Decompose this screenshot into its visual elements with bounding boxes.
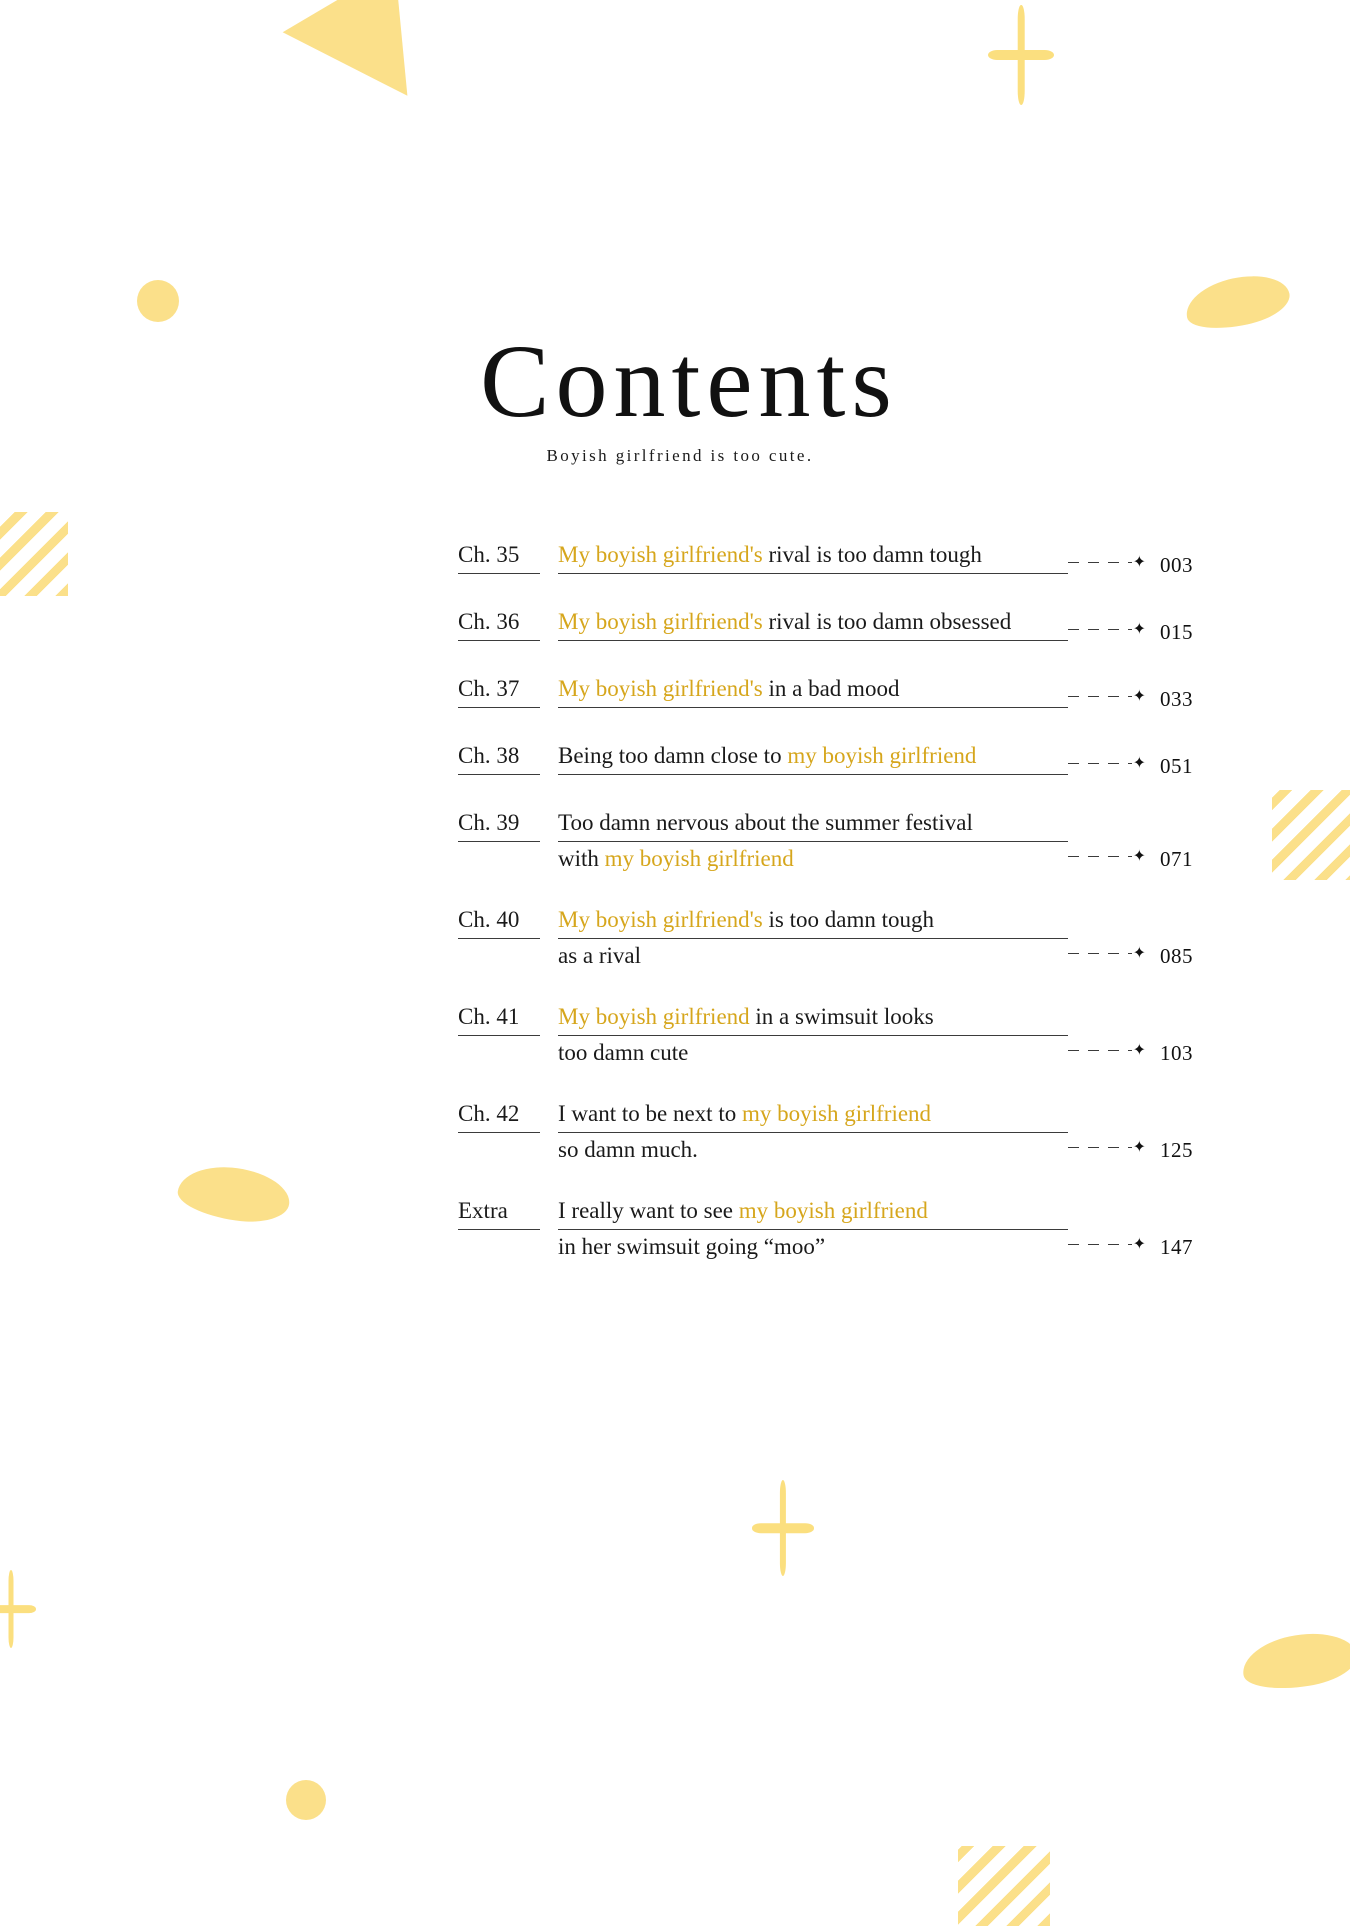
toc-page-number: 147 xyxy=(1160,1235,1193,1259)
toc-title-line-2 xyxy=(558,1232,1068,1262)
toc-text-plain-a2: so damn much. xyxy=(558,1137,698,1162)
toc-page-number: 125 xyxy=(1160,1138,1193,1162)
toc-page-number: 033 xyxy=(1160,687,1193,711)
toc-page-number: 071 xyxy=(1160,847,1193,871)
toc-title-line-1 xyxy=(558,1002,1068,1036)
toc-page-number: 015 xyxy=(1160,620,1193,644)
table-of-contents xyxy=(458,540,1218,1262)
diamond-icon: ✦ xyxy=(1132,1236,1146,1253)
toc-title-line-2 xyxy=(558,941,1068,971)
toc-leader xyxy=(1068,848,1160,870)
toc-chapter-label: Ch. 38 xyxy=(458,741,540,775)
toc-text-plain-b: in a swimsuit looks xyxy=(749,1004,934,1029)
leader-dashes xyxy=(1068,629,1132,630)
toc-text-highlight-2: my boyish girlfriend xyxy=(604,846,794,871)
leader-dashes xyxy=(1068,856,1132,857)
toc-title-wrap xyxy=(540,674,1068,708)
toc-chapter-label: Ch. 35 xyxy=(458,540,540,574)
leader-dashes xyxy=(1068,953,1132,954)
diamond-icon: ✦ xyxy=(1132,945,1146,962)
toc-page-number: 085 xyxy=(1160,944,1193,968)
toc-title-wrap xyxy=(540,607,1068,641)
toc-chapter-label: Ch. 41 xyxy=(458,1002,540,1036)
toc-entry[interactable] xyxy=(458,607,1218,643)
toc-title-line-2 xyxy=(558,844,1068,874)
toc-chapter-label: Ch. 42 xyxy=(458,1099,540,1133)
diamond-icon: ✦ xyxy=(1132,1139,1146,1156)
toc-entry[interactable] xyxy=(458,1099,1218,1165)
toc-text-plain-a: Being too damn close to xyxy=(558,743,788,768)
toc-title-wrap xyxy=(540,905,1068,971)
toc-text-plain-b: is too damn tough xyxy=(762,907,934,932)
diamond-icon: ✦ xyxy=(1132,688,1146,705)
toc-text-highlight: my boyish girlfriend xyxy=(738,1198,928,1223)
toc-entry[interactable] xyxy=(458,1002,1218,1068)
page-subtitle: Boyish girlfriend is too cute. xyxy=(546,446,814,465)
toc-entry[interactable] xyxy=(458,674,1218,710)
toc-chapter-label: Ch. 40 xyxy=(458,905,540,939)
toc-page-number: 103 xyxy=(1160,1041,1193,1065)
toc-entry[interactable] xyxy=(458,1196,1218,1262)
page-title: Contents xyxy=(480,324,898,439)
toc-text-plain-a2: as a rival xyxy=(558,943,642,968)
toc-text-plain-a2: in her swimsuit going “moo” xyxy=(558,1234,826,1259)
toc-entry[interactable] xyxy=(458,905,1218,971)
toc-leader xyxy=(1068,1139,1160,1161)
toc-text-highlight: my boyish girlfriend xyxy=(787,743,977,768)
toc-title-wrap xyxy=(540,1196,1068,1262)
diamond-icon: ✦ xyxy=(1132,621,1146,638)
toc-text-highlight: my boyish girlfriend xyxy=(741,1101,932,1126)
toc-text-plain-a: Too damn nervous about the summer festival xyxy=(558,810,973,835)
toc-title-line-2 xyxy=(558,1135,1068,1165)
toc-leader xyxy=(1068,1042,1160,1064)
leader-dashes xyxy=(1068,763,1132,764)
toc-leader xyxy=(1068,554,1160,576)
toc-title-line-1 xyxy=(558,1099,1068,1133)
leader-dashes xyxy=(1068,562,1132,563)
toc-title-wrap xyxy=(540,808,1068,874)
diamond-icon: ✦ xyxy=(1132,554,1146,571)
toc-text-plain-a2: with xyxy=(558,846,605,871)
toc-leader xyxy=(1068,621,1160,643)
toc-leader xyxy=(1068,1236,1160,1258)
toc-text-plain-b: rival is too damn obsessed xyxy=(762,609,1012,634)
toc-title-line-1 xyxy=(558,741,1068,775)
toc-title-line-1 xyxy=(558,808,1068,842)
diamond-icon: ✦ xyxy=(1132,1042,1146,1059)
toc-entry[interactable] xyxy=(458,808,1218,874)
toc-title-wrap xyxy=(540,741,1068,775)
toc-title-wrap xyxy=(540,1099,1068,1165)
toc-text-plain-a: I want to be next to xyxy=(558,1101,742,1126)
toc-chapter-label: Ch. 39 xyxy=(458,808,540,842)
toc-text-highlight: My boyish girlfriend's xyxy=(558,907,763,932)
toc-text-plain-b: in a bad mood xyxy=(762,676,900,701)
toc-leader xyxy=(1068,945,1160,967)
toc-title-line-1 xyxy=(558,1196,1068,1230)
toc-chapter-label: Ch. 36 xyxy=(458,607,540,641)
toc-title-line-2 xyxy=(558,1038,1068,1068)
toc-text-highlight: My boyish girlfriend xyxy=(558,1004,750,1029)
toc-text-highlight: My boyish girlfriend's xyxy=(558,609,763,634)
leader-dashes xyxy=(1068,1050,1132,1051)
leader-dashes xyxy=(1068,1244,1132,1245)
toc-title-wrap xyxy=(540,540,1068,574)
toc-title-line-1 xyxy=(558,540,1068,574)
toc-chapter-label: Ch. 37 xyxy=(458,674,540,708)
toc-title-line-1 xyxy=(558,607,1068,641)
toc-text-highlight: My boyish girlfriend's xyxy=(558,542,763,567)
toc-text-plain-a2: too damn cute xyxy=(558,1040,689,1065)
diamond-icon: ✦ xyxy=(1132,755,1146,772)
toc-title-line-1 xyxy=(558,905,1068,939)
toc-leader xyxy=(1068,755,1160,777)
diamond-icon: ✦ xyxy=(1132,848,1146,865)
toc-leader xyxy=(1068,688,1160,710)
toc-page-number: 003 xyxy=(1160,553,1193,577)
page-title-block xyxy=(0,324,1350,466)
toc-page-number: 051 xyxy=(1160,754,1193,778)
toc-chapter-label: Extra xyxy=(458,1196,540,1230)
toc-text-highlight: My boyish girlfriend's xyxy=(558,676,763,701)
toc-title-line-1 xyxy=(558,674,1068,708)
leader-dashes xyxy=(1068,1147,1132,1148)
leader-dashes xyxy=(1068,696,1132,697)
toc-text-plain-a: I really want to see xyxy=(558,1198,739,1223)
toc-text-plain-b: rival is too damn tough xyxy=(762,542,982,567)
toc-entry[interactable] xyxy=(458,540,1218,576)
toc-entry[interactable] xyxy=(458,741,1218,777)
toc-title-wrap xyxy=(540,1002,1068,1068)
